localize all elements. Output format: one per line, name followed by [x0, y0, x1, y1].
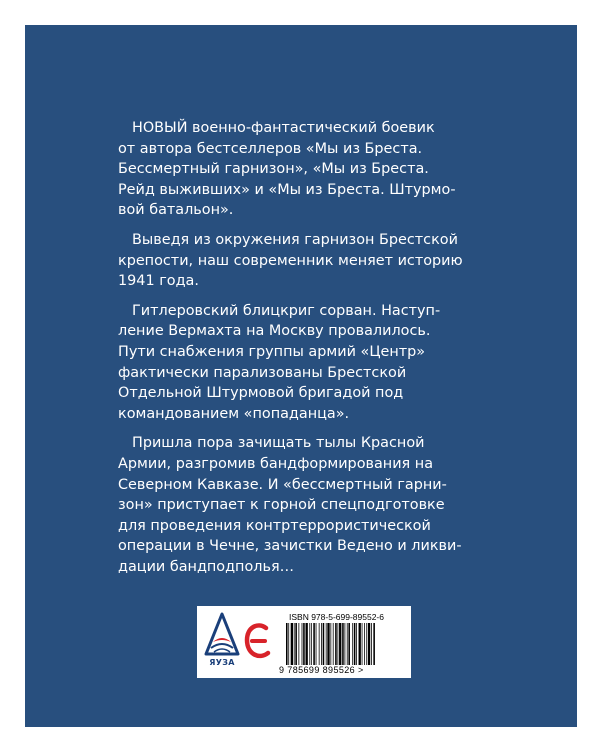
- barcode-bar: [326, 623, 327, 665]
- blurb-paragraph-2: [118, 230, 483, 292]
- barcode-bar: [339, 623, 341, 665]
- barcode-bar: [327, 623, 329, 665]
- barcode-bar: [347, 623, 348, 665]
- barcode-bar: [359, 623, 361, 665]
- barcode-bar: [294, 623, 295, 665]
- barcode-bar: [352, 623, 353, 665]
- barcode-graphic: [285, 623, 403, 665]
- blurb-line: Бессмертный гарнизон», «Мы из Бреста.: [118, 161, 429, 178]
- blurb-line: дации бандподполья…: [118, 558, 294, 575]
- barcode-bar: [373, 623, 375, 665]
- barcode-bar: [321, 623, 322, 665]
- blurb-line: для проведения контртеррористической: [118, 517, 431, 534]
- blurb-paragraph-4: [118, 433, 483, 577]
- blurb-paragraph-3: [118, 301, 483, 425]
- barcode-bar: [371, 623, 372, 665]
- blurb-line: Рейд выживших» и «Мы из Бреста. Штурмо-: [118, 181, 456, 198]
- barcode-bar: [319, 623, 320, 665]
- blurb-line: Северном Кавказе. И «бессмертный гарни-: [118, 476, 447, 493]
- blurb-line: Выведя из окружения гарнизон Брестской: [132, 231, 458, 248]
- barcode-bar: [309, 623, 310, 665]
- barcode-bar: [313, 623, 315, 665]
- blurb-line: 1941 года.: [118, 273, 199, 290]
- barcode-bar: [298, 623, 299, 665]
- blurb-line: ление Вермахта на Москву провалилось.: [118, 323, 431, 340]
- barcode-bar: [335, 623, 337, 665]
- barcode-panel: [197, 606, 411, 678]
- blurb-line: операции в Чечне, зачистки Ведено и ликви-: [118, 538, 462, 555]
- yauza-logo-text: ЯУЗА: [209, 658, 235, 667]
- barcode-bar: [311, 623, 312, 665]
- barcode-bar: [354, 623, 356, 665]
- blurb-line: вой батальон».: [118, 202, 234, 219]
- barcode-bar: [303, 623, 305, 665]
- barcode-bar: [330, 623, 331, 665]
- blurb-line: крепости, наш современник меняет историю: [118, 252, 463, 269]
- blurb-line: НОВЫЙ военно-фантастический боевик: [132, 120, 435, 136]
- barcode-digits: 9 785699 895526 >: [279, 665, 364, 675]
- barcode-bar: [362, 623, 363, 665]
- blurb-line: фактически парализованы Брестской: [118, 364, 407, 381]
- yauza-logo-icon: [203, 610, 241, 672]
- blurb-paragraph-1: [118, 118, 483, 221]
- blurb-line: командованием «попаданца».: [118, 405, 350, 422]
- barcode-bar: [291, 623, 293, 665]
- blurb-text: [118, 118, 483, 586]
- barcode-bar: [295, 623, 297, 665]
- barcode-bar: [345, 623, 346, 665]
- blurb-line: Пришла пора зачищать тылы Красной: [132, 435, 425, 452]
- barcode-bar: [306, 623, 308, 665]
- barcode-bar: [333, 623, 334, 665]
- barcode-bar: [323, 623, 325, 665]
- barcode-bar: [288, 623, 289, 665]
- barcode-bar: [337, 623, 338, 665]
- blurb-line: Армии, разгромив бандформирования на: [118, 455, 434, 472]
- eksmo-logo-icon: [243, 620, 273, 664]
- barcode-bar: [342, 623, 344, 665]
- barcode-bar: [366, 623, 367, 665]
- barcode-bar: [316, 623, 317, 665]
- blurb-line: зон» приступает к горной спецподготовке: [118, 497, 445, 514]
- blurb-line: Пути снабжения группы армий «Центр»: [118, 343, 426, 360]
- blurb-line: Гитлеровский блицкриг сорван. Наступ-: [132, 302, 441, 319]
- barcode-bar: [368, 623, 370, 665]
- barcode-bar: [364, 623, 365, 665]
- barcode-bar: [356, 623, 357, 665]
- barcode-bar: [286, 623, 288, 665]
- blurb-line: от автора бестселлеров «Мы из Бреста.: [118, 140, 423, 157]
- isbn-text: ISBN 978-5-699-89552-6: [289, 612, 384, 622]
- blurb-line: Отдельной Штурмовой бригадой под: [118, 385, 404, 402]
- barcode-bar: [302, 623, 303, 665]
- barcode-bar: [348, 623, 350, 665]
